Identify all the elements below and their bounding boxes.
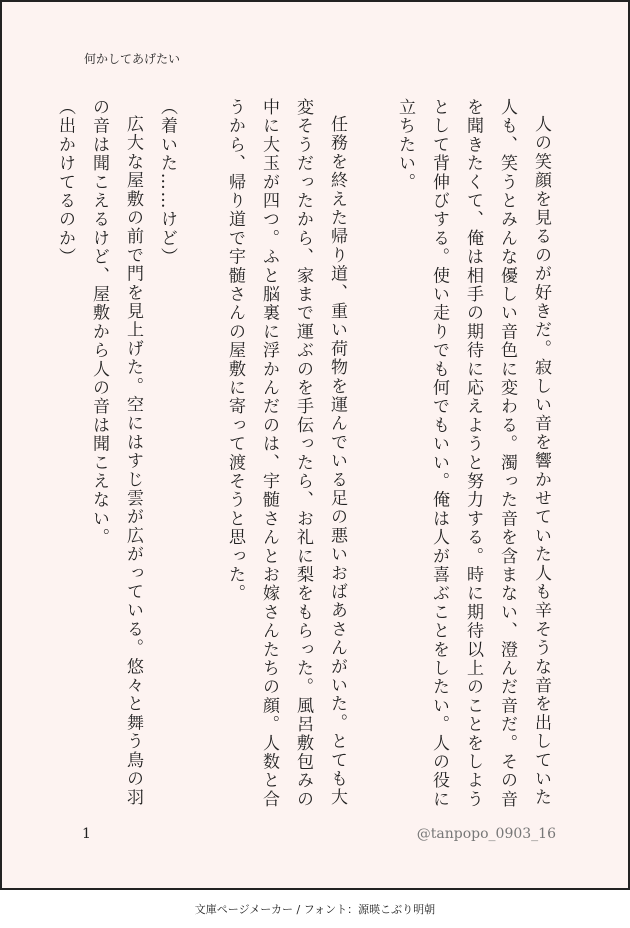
running-header-title: 何かしてあげたい: [84, 52, 181, 66]
blank-line: [184, 98, 218, 818]
paragraph-2: 任務を終えた帰り道、重い荷物を運んでいる足の悪いおばあさんがいた。とても大変そうだったから、家まで運ぶのを手伝ったら、お礼に梨をもらった。風呂敷包みの中に大玉が四つ。ふと脳裏に浮かんだのは、宇髄さんとお嫁さんたちの顔。人数と合うから、帰り道で宇髄さんの屋敷に寄って渡そうと思った。: [225, 98, 347, 809]
paragraph-3: 広大な屋敷の前で門を見上げた。空にはすじ雲が広がっている。悠々と舞う鳥の羽の音は聞こえるけど、屋敷から人の音は聞こえない。: [89, 98, 143, 807]
vertical-body-text: [48, 98, 558, 818]
blank-line: [354, 98, 388, 818]
paragraph-thought-2: （出かけてるのか）: [55, 98, 75, 267]
paragraph-thought-1: （着いた……けど）: [157, 98, 177, 267]
author-handle: @tanpopo_0903_16: [416, 826, 556, 842]
footer-credit: 文庫ページメーカー / フォント：源暎こぶり明朝: [194, 903, 436, 916]
page-number: 1: [82, 826, 91, 842]
paragraph-1: 人の笑顔を見るのが好きだ。寂しい音を響かせていた人も辛そうな音を出していた人も、笑うとみんな優しい音色に変わる。濁った音を含まない、澄んだ音だ。その音を聞きたくて、俺は相手の期待に応えようと努力する。時に期待以上のことをしようとして背伸びする。使い走りでも何でもいい。俺は人が喜ぶことをしたい。人の役に立ちたい。: [395, 98, 551, 809]
